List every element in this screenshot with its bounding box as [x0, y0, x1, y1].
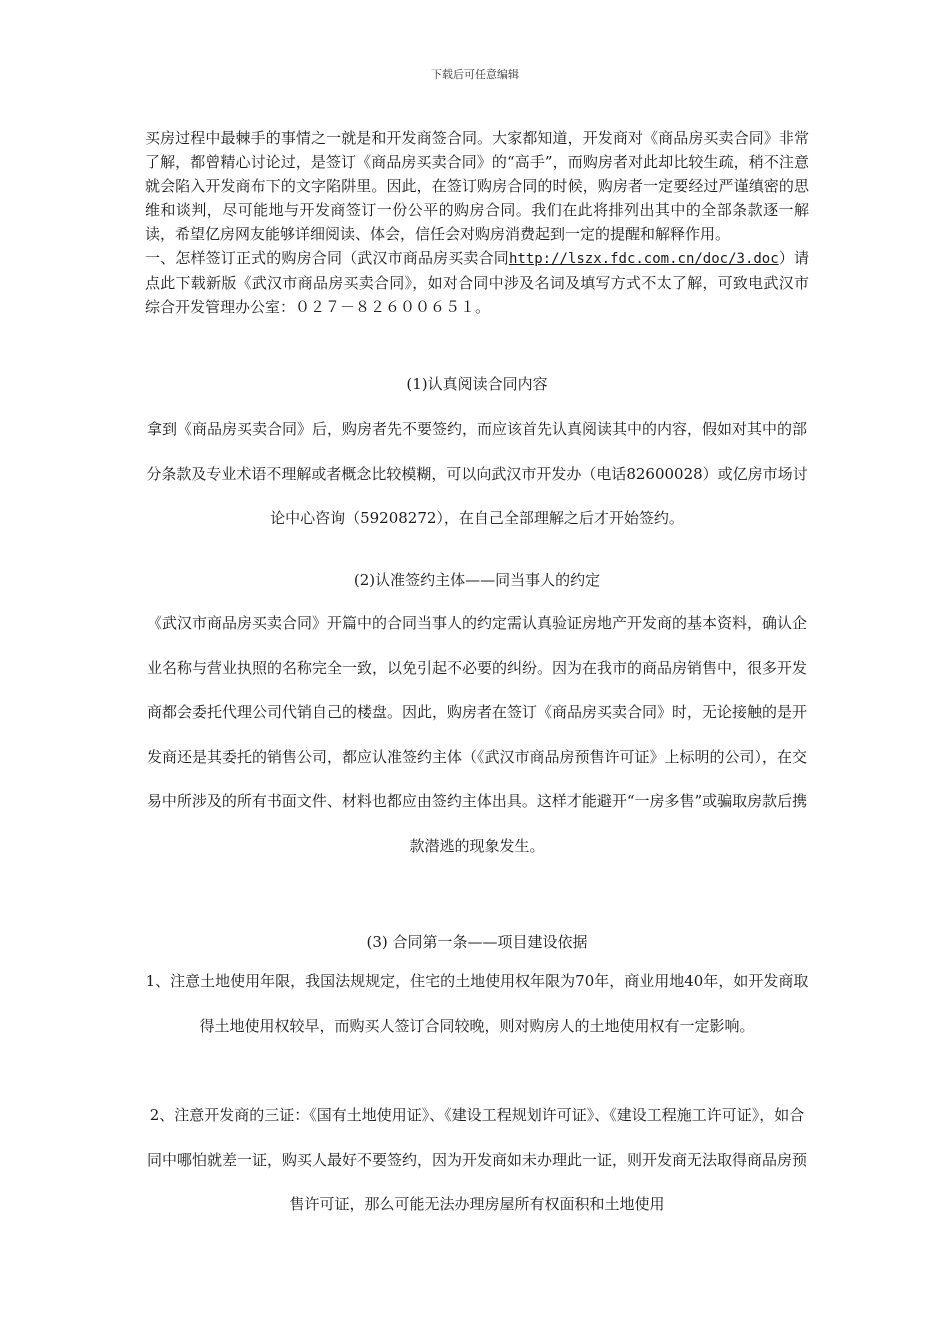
intro-block [145, 126, 809, 319]
contract-download-paragraph [145, 246, 809, 319]
contract-download-link[interactable]: http://lszx.fdc.com.cn/doc/3.doc [508, 251, 779, 267]
section-2-heading: (2)认准签约主体——同当事人的约定 [353, 571, 601, 589]
section-3-paragraph-1: 1、注意土地使用年限，我国法规规定，住宅的土地使用权年限为70年，商业用地40年，如开发商取得土地使用权较早，而购买人签订合同较晚，则对购房人的土地使用权有一定影响。 [145, 972, 809, 1035]
section-1-paragraph: 拿到《商品房买卖合同》后，购房者先不要签约，而应该首先认真阅读其中的内容，假如对其中的部分条款及专业术语不理解或者概念比较模糊，可以向武汉市开发办（电话82600028）或亿房市场讨论中心咨询（59208272），在自己全部理解之后才开始签约。 [146, 420, 808, 527]
contract-download-prefix: 一、怎样签订正式的购房合同（武汉市商品房买卖合同 [145, 249, 509, 267]
section-1-heading: (1)认真阅读合同内容 [406, 375, 548, 393]
section-3-heading: (3) 合同第一条——项目建设依据 [366, 933, 588, 951]
contract-download-suffix: ）请点此下载新版《武汉市商品房买卖合同》，如对合同中涉及名词及填写方式不太了解，可致电武汉市综合开发管理办公室：０２７－８２６００６５１。 [145, 249, 809, 316]
section-2-paragraph: 《武汉市商品房买卖合同》开篇中的合同当事人的约定需认真验证房地产开发商的基本资料，确认企业名称与营业执照的名称完全一致，以免引起不必要的纠纷。因为在我市的商品房销售中，很多开发商都会委托代理公司代销自己的楼盘。因此，购房者在签订《商品房买卖合同》时，无论接触的是开发商还是其委托的销售公司，都应认准签约主体（《武汉市商品房预售许可证》上标明的公司），在交易中所涉及的所有书面文件、材料也都应由签约主体出具。这样才能避开“一房多售”或骗取房款后携款潜逃的现象发生。 [146, 614, 808, 855]
page-header-note: 下载后可任意编辑 [431, 68, 519, 81]
section-3-paragraph-2: 2、注意开发商的三证：《国有土地使用证》、《建设工程规划许可证》、《建设工程施工许可证》，如合同中哪怕就差一证，购买人最好不要签约，因为开发商如未办理此一证，则开发商无法取得商品房预售许可证，那么可能无法办理房屋所有权面积和土地使用 [146, 1106, 807, 1213]
intro-paragraph: 买房过程中最棘手的事情之一就是和开发商签合同。大家都知道，开发商对《商品房买卖合同》非常了解，都曾精心讨论过，是签订《商品房买卖合同》的“高手”，而购房者对此却比较生疏，稍不注意就会陷入开发商布下的文字陷阱里。因此，在签订购房合同的时候，购房者一定要经过严谨缜密的思维和谈判，尽可能地与开发商签订一份公平的购房合同。我们在此将排列出其中的全部条款逐一解读，希望亿房网友能够详细阅读、体会，信任会对购房消费起到一定的提醒和解释作用。 [145, 129, 809, 243]
